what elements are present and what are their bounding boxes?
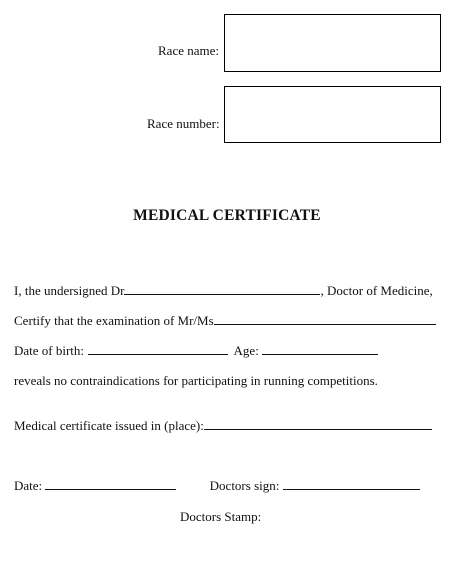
age-label: Age: <box>233 343 259 358</box>
doctor-name-blank[interactable] <box>124 284 320 295</box>
race-name-label: Race name: <box>158 43 219 58</box>
date-label: Date: <box>14 478 43 493</box>
patient-name-blank[interactable] <box>214 314 436 325</box>
race-number-field[interactable] <box>224 86 441 143</box>
sign-label: Doctors sign: <box>209 478 280 493</box>
date-sign-line <box>14 478 420 494</box>
undersigned-suffix: , Doctor of Medicine, <box>320 283 433 298</box>
certify-line <box>14 313 436 329</box>
issued-line <box>14 418 432 434</box>
race-number-label: Race number: <box>147 116 220 131</box>
page-title: MEDICAL CERTIFICATE <box>133 207 321 224</box>
race-name-field[interactable] <box>224 14 441 72</box>
certify-prefix: Certify that the examination of Mr/Ms <box>14 313 214 328</box>
date-blank[interactable] <box>45 479 176 490</box>
stamp-label: Doctors Stamp: <box>180 509 262 524</box>
age-blank[interactable] <box>262 344 378 355</box>
issued-place-blank[interactable] <box>204 419 432 430</box>
reveals-text: reveals no contraindications for participating in running competitions. <box>14 373 378 388</box>
undersigned-prefix: I, the undersigned Dr <box>14 283 125 298</box>
issued-label: Medical certificate issued in (place): <box>14 418 204 433</box>
dob-blank[interactable] <box>88 344 228 355</box>
dob-label: Date of birth: <box>14 343 85 358</box>
sign-blank[interactable] <box>283 479 420 490</box>
dob-line <box>14 343 378 359</box>
undersigned-line <box>14 283 433 299</box>
